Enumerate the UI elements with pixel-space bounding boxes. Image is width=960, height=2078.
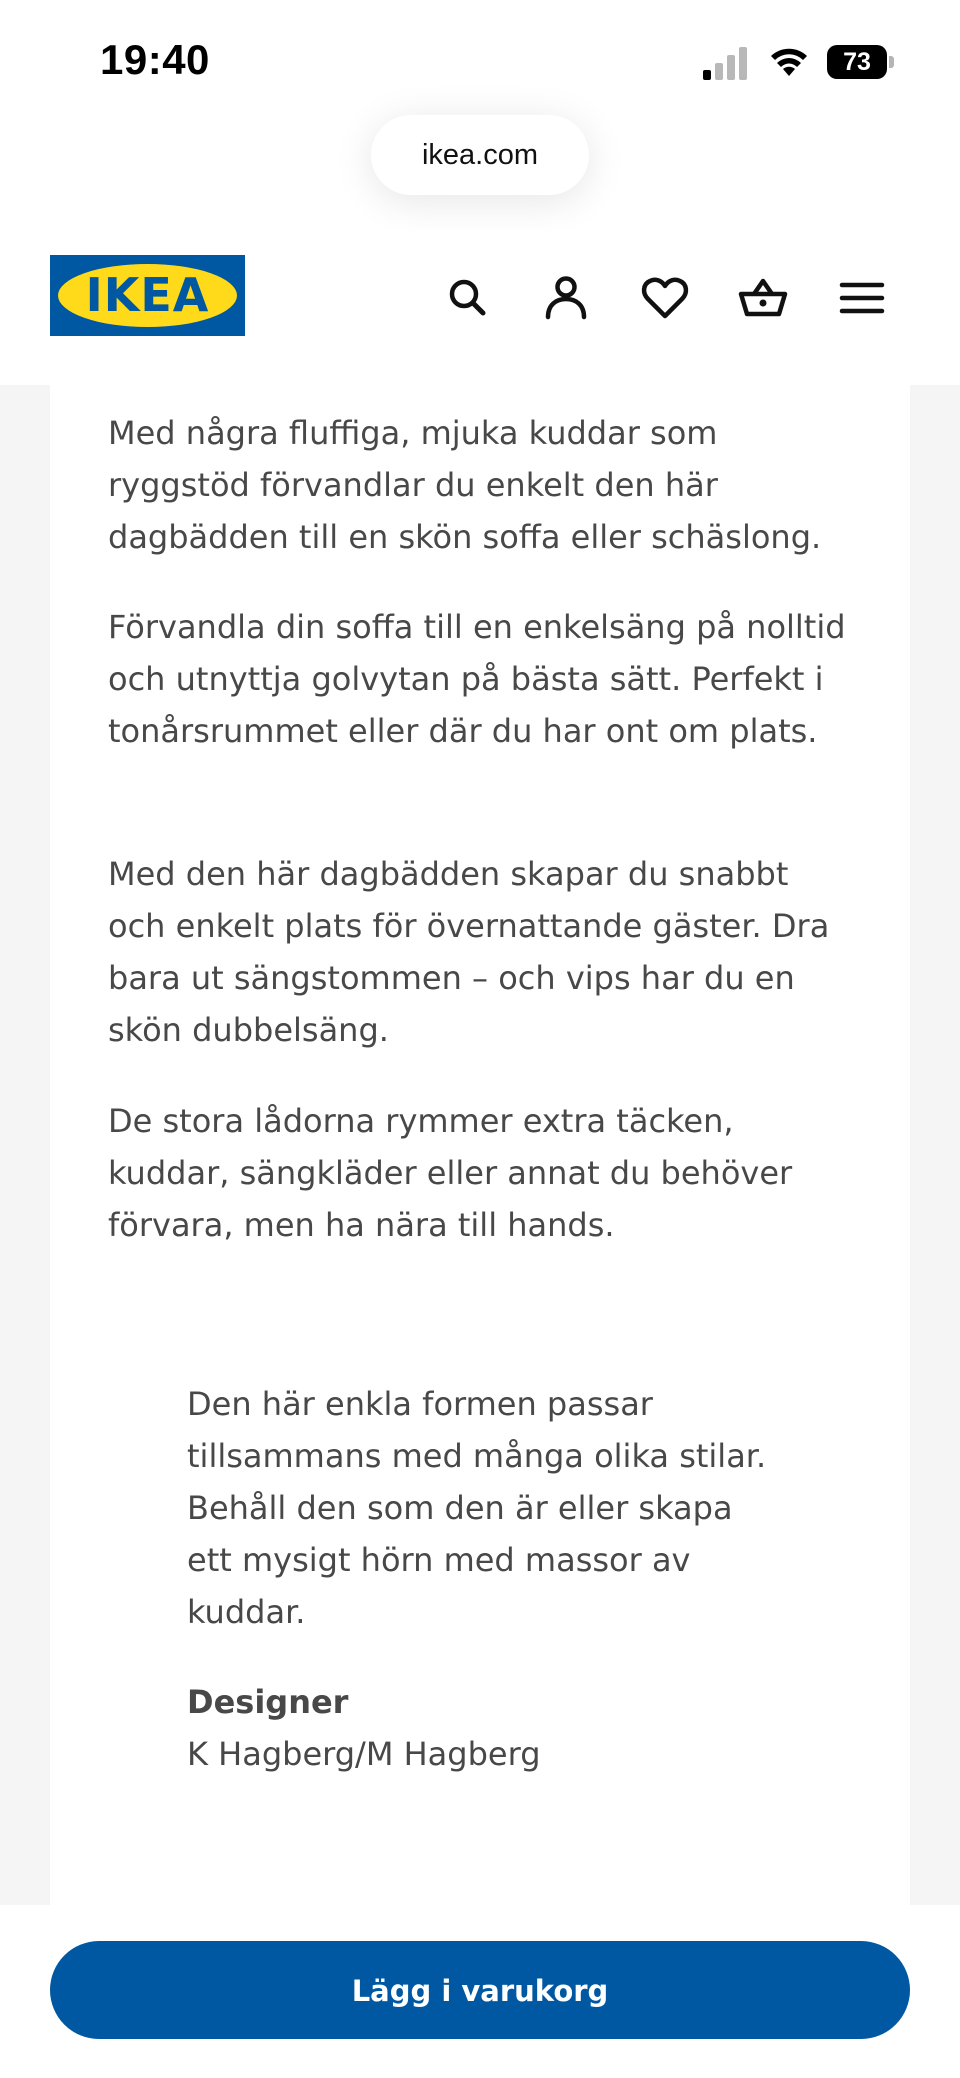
header-icons bbox=[0, 270, 960, 326]
designer-quote: Den här enkla formen passar tillsammans med många olika stilar. Behåll den som den är eller skapa ett mysigt hörn med massor av kuddar. bbox=[187, 1385, 767, 1631]
battery-indicator bbox=[827, 45, 895, 79]
description-paragraph: Förvandla din soffa till en enkelsäng på nolltid och utnyttja golvytan på bästa sätt. Perfekt i tonårsrummet eller där du har ont om plats. bbox=[108, 608, 846, 750]
site-header bbox=[0, 230, 960, 380]
description-paragraph: Med den här dagbädden skapar du snabbt och enkelt plats för övernattande gäster. Dra bara ut sängstommen – och vips har du en skön dubbelsäng. bbox=[108, 855, 830, 1049]
wifi-icon bbox=[768, 44, 810, 78]
description-paragraph: Med några fluffiga, mjuka kuddar som ryggstöd förvandlar du enkelt den här dagbädden till en skön soffa eller schäslong. bbox=[108, 414, 822, 556]
heart-icon[interactable] bbox=[637, 270, 693, 326]
search-icon[interactable] bbox=[440, 270, 496, 326]
designer-label: Designer bbox=[187, 1683, 349, 1721]
status-time: 19:40 bbox=[100, 36, 210, 83]
add-to-cart-button[interactable]: Lägg i varukorg bbox=[50, 1941, 910, 2039]
menu-icon[interactable] bbox=[834, 270, 890, 326]
logo-text: IKEA bbox=[85, 268, 210, 322]
cellular-signal-icon bbox=[701, 46, 751, 80]
battery-level: 73 bbox=[827, 45, 887, 79]
designer-name: K Hagberg/M Hagberg bbox=[187, 1735, 541, 1773]
address-bar[interactable]: ikea.com bbox=[371, 115, 589, 195]
description-paragraph: De stora lådorna rymmer extra täcken, kuddar, sängkläder eller annat du behöver förvara, men ha nära till hands. bbox=[108, 1102, 793, 1244]
account-icon[interactable] bbox=[538, 270, 594, 326]
status-bar bbox=[0, 0, 960, 110]
basket-icon[interactable] bbox=[735, 270, 791, 326]
battery-tip bbox=[889, 56, 894, 68]
bottom-action-bar bbox=[0, 1905, 960, 2078]
